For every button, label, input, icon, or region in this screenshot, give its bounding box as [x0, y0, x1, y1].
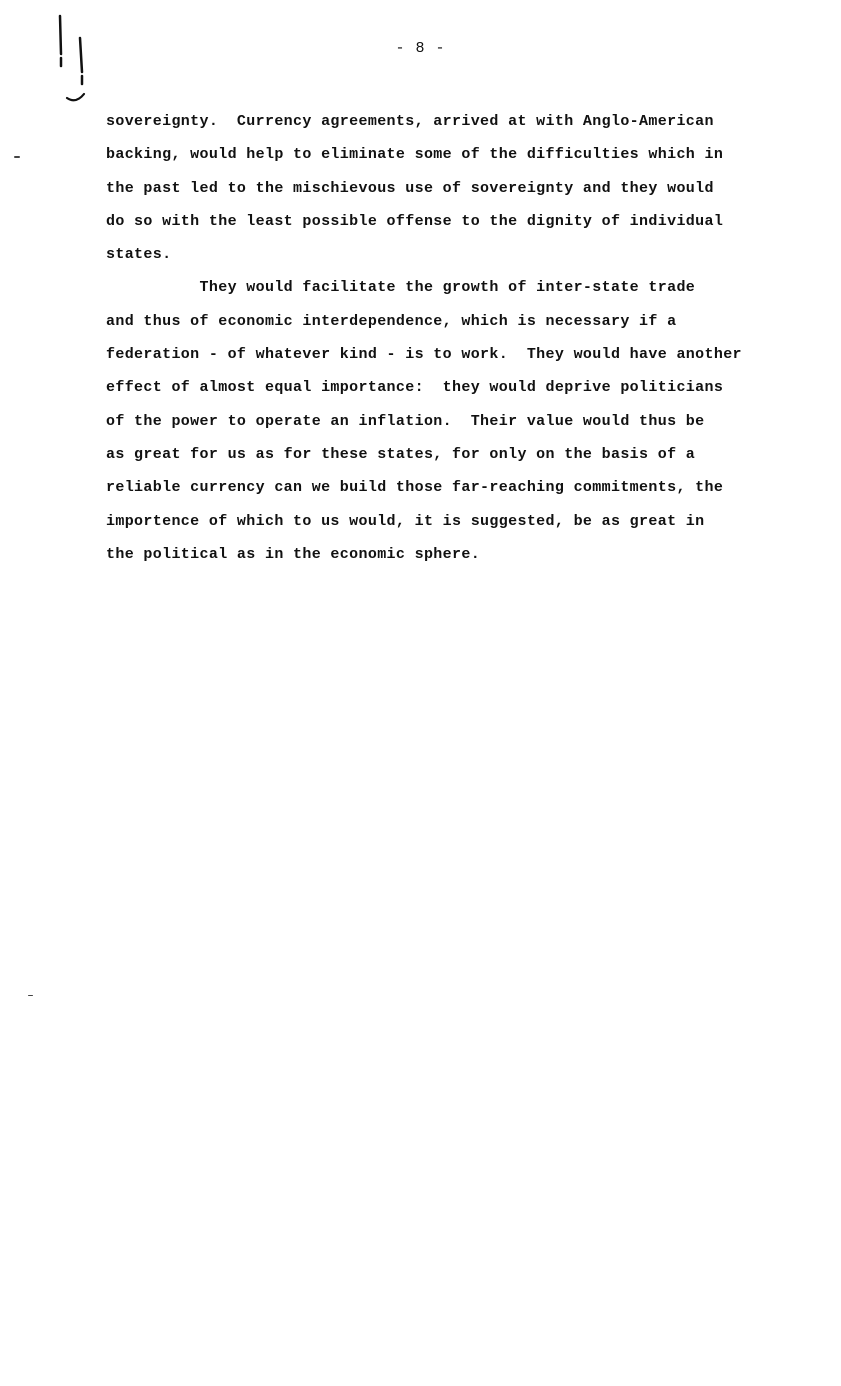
margin-speck	[14, 156, 20, 158]
text-line: They would facilitate the growth of inter-state trade	[106, 279, 696, 297]
text-line: as great for us as for these states, for only on the basis of a	[106, 445, 696, 463]
page-number: - 8 -	[395, 40, 446, 57]
text-line: of the power to operate an inflation. Their value would thus be	[106, 412, 705, 430]
body-text	[106, 105, 806, 571]
text-line: and thus of economic interdependence, which is necessary if a	[106, 312, 677, 330]
margin-speck	[28, 995, 33, 996]
text-line: do so with the least possible offense to the dignity of individual	[106, 212, 724, 230]
text-line: sovereignty. Currency agreements, arrived at with Anglo-American	[106, 113, 714, 130]
text-line: effect of almost equal importance: they would deprive politicians	[106, 379, 724, 397]
text-line: the past led to the mischievous use of sovereignty and they would	[106, 179, 714, 197]
handwritten-margin-mark	[54, 14, 94, 109]
text-line: states.	[106, 246, 172, 264]
text-line: backing, would help to eliminate some of the difficulties which in	[106, 146, 724, 164]
text-line: federation - of whatever kind - is to work. They would have another	[106, 346, 742, 364]
text-line: the political as in the economic sphere.	[106, 545, 481, 563]
text-line: importence of which to us would, it is suggested, be as great in	[106, 512, 705, 530]
text-line: reliable currency can we build those far-reaching commitments, the	[106, 479, 724, 497]
